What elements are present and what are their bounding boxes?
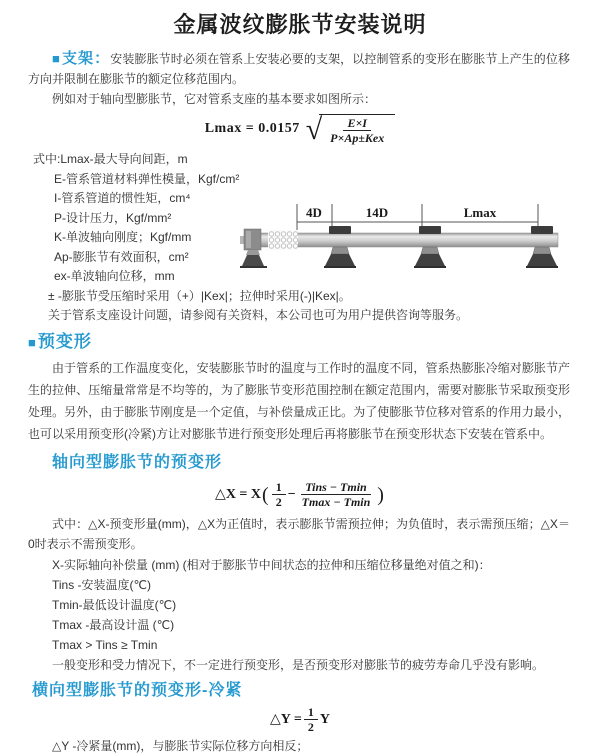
definition-item: K-单波轴向刚度；Kgf/mm bbox=[54, 230, 192, 244]
half-denominator: 2 bbox=[275, 495, 282, 509]
formula-lmax-denominator: P×Ap±Kex bbox=[330, 130, 385, 145]
preform-body-paragraph: 由于管系的工作温度变化，安装膨胀节时的温度与工作时的温度不同，管系热膨胀冷缩对膨胀节产生的拉伸、压缩量常常是不均等的，为了膨胀节变形范围控制在额定范围内，需要对膨胀节采取预变形处理。另外，由于膨胀节刚度是一个定值，与补偿量成正比。为了使膨胀节位移对管系的作用力最小，也可以采用预变形(冷紧)方让对膨胀节进行预变形处理后再将膨胀节在预变形状态下安装在管系中。 bbox=[28, 360, 570, 441]
section-bullet-icon: ■ bbox=[52, 51, 61, 66]
half-numerator: 1 bbox=[304, 705, 318, 720]
formula-delta-x bbox=[0, 476, 600, 514]
minus-sign: − bbox=[287, 486, 296, 502]
formula-dx-lhs: △X = X bbox=[215, 486, 262, 502]
lateral-note-line: △Y -冷紧量(mm)，与膨胀节实际位移方向相反； bbox=[52, 738, 309, 753]
formula-lmax-radicand bbox=[319, 114, 395, 145]
temp-denominator: Tmax − Tmin bbox=[301, 495, 371, 509]
half-numerator: 1 bbox=[272, 480, 286, 495]
where-line: 式中:Lmax-最大导向间距，m bbox=[33, 152, 188, 166]
temp-numerator: Tins − Tmin bbox=[301, 480, 371, 495]
definition-item: E-管系管道材料弹性模量，Kgf/cm² bbox=[54, 171, 240, 186]
axial-line: Tmax -最高设计温 (℃) bbox=[52, 617, 175, 632]
axial-line: Tins -安装温度(℃) bbox=[52, 577, 152, 592]
support-body-text: 安装膨胀节时必须在管系上安装必要的支架，以控制管系的变形在膨胀节上产生的位移方向并限制在膨胀节的额定位移范围内。 bbox=[28, 52, 570, 86]
definition-item: P-设计压力，Kgf/mm² bbox=[54, 210, 172, 225]
section-bullet-icon: ■ bbox=[28, 334, 37, 350]
axial-sub-heading: 轴向型膨胀节的预变形 bbox=[52, 453, 223, 471]
half-fraction bbox=[272, 480, 286, 509]
support-heading: 支架： bbox=[61, 50, 111, 67]
bellows bbox=[268, 230, 298, 250]
definition-item: ex-单波轴向位移，mm bbox=[54, 269, 175, 283]
support-section-label bbox=[52, 50, 110, 67]
definition-item: I-管系管道的惯性矩，cm⁴ bbox=[54, 191, 191, 205]
pipe-support-diagram bbox=[240, 196, 562, 278]
preform-section-heading bbox=[28, 331, 600, 354]
formula-lmax-lhs: Lmax = 0.0157 bbox=[204, 121, 300, 136]
open-paren: ( bbox=[262, 483, 269, 506]
half-denominator: 2 bbox=[307, 720, 314, 734]
definition-item: Ap-膨胀节有效面积，cm² bbox=[54, 249, 189, 264]
page-title: 金属波纹膨胀节安装说明 bbox=[173, 12, 427, 37]
definition-note: ± -膨胀节受压缩时采用（+）|Kex|；拉伸时采用(-)|Kex|。 bbox=[48, 288, 351, 303]
support-example-line: 例如对于轴向型膨胀节，它对管系支座的基本要求如图所示： bbox=[52, 92, 377, 106]
dim-label-14d: 14D bbox=[365, 205, 389, 220]
support-intro-paragraph bbox=[28, 49, 570, 89]
formula-lmax-numerator: E×I bbox=[343, 116, 371, 131]
axial-line: 一般变形和受力情况下，不一定进行预变形，是否预变形对膨胀节的疲劳寿命几乎没有影响。 bbox=[52, 657, 545, 672]
axial-line: Tmax > Tins ≥ Tmin bbox=[52, 637, 158, 652]
axial-where-paragraph: 式中：△X-预变形量(mm)，△X为正值时，表示膨胀节需预拉伸；为负值时，表示需预压缩；△X＝0时表示不需预变形。 bbox=[28, 516, 570, 551]
sqrt-icon: √ bbox=[305, 113, 323, 146]
axial-line: Tmin-最低设计温度(℃) bbox=[52, 597, 177, 612]
close-paren: ) bbox=[377, 483, 384, 506]
dim-label-lmax: Lmax bbox=[463, 205, 497, 220]
axial-line: X-实际轴向补偿量 (mm) (相对于膨胀节中间状态的拉伸和压缩位移量绝对值之和)： bbox=[52, 557, 491, 572]
definition-note: 关于管系支座设计问题，请参阅有关资料，本公司也可为用户提供咨询等服务。 bbox=[48, 308, 469, 322]
preform-heading-text: 预变形 bbox=[37, 331, 92, 351]
formula-delta-y bbox=[0, 704, 600, 736]
temperature-fraction bbox=[298, 480, 375, 509]
document-page bbox=[0, 10, 600, 753]
formula-dy-lhs: △Y = bbox=[270, 711, 302, 727]
lateral-sub-heading: 横向型膨胀节的预变形-冷紧 bbox=[32, 681, 243, 699]
formula-lmax bbox=[0, 112, 600, 146]
dim-label-4d: 4D bbox=[306, 205, 322, 220]
half-fraction bbox=[304, 705, 318, 734]
formula-dy-rhs: Y bbox=[319, 711, 330, 727]
